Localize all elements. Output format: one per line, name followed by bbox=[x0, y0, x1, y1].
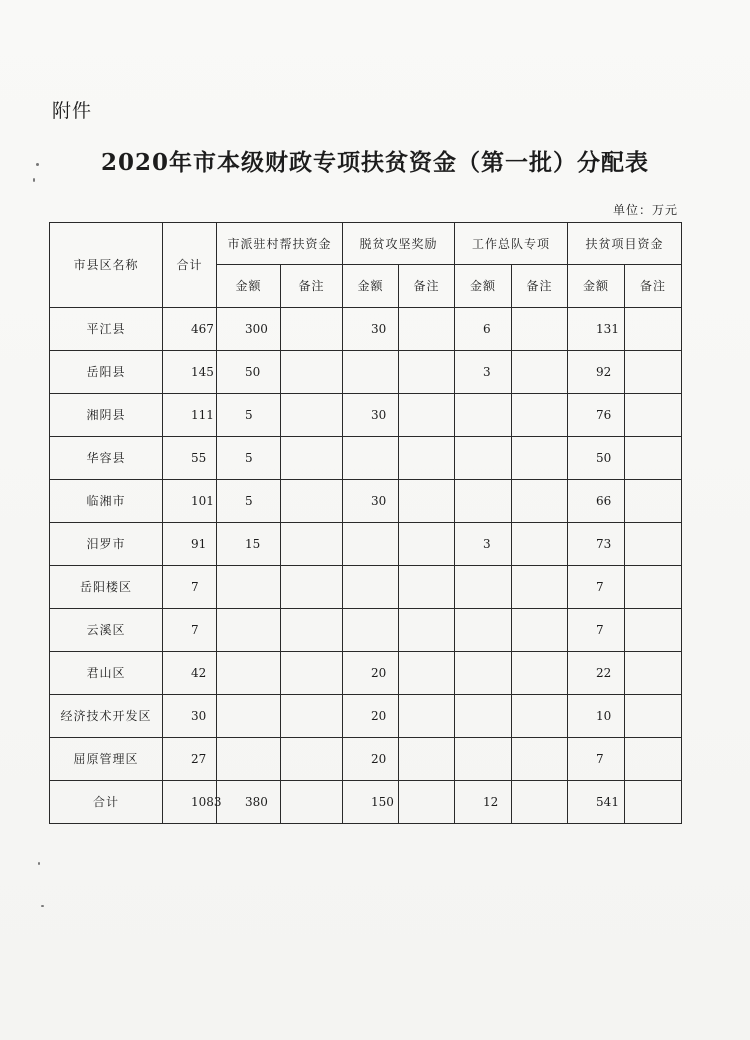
cell-region: 君山区 bbox=[50, 652, 163, 695]
cell-reward-amount: 20 bbox=[343, 652, 399, 695]
header-group-3: 工作总队专项 bbox=[455, 223, 568, 265]
cell-village-fund-note bbox=[281, 394, 343, 437]
cell-total: 7 bbox=[163, 566, 217, 609]
cell-project-fund-amount: 7 bbox=[568, 566, 625, 609]
cell-village-fund-note bbox=[281, 695, 343, 738]
cell-reward-note bbox=[399, 308, 455, 351]
cell-village-fund-amount bbox=[217, 738, 281, 781]
cell-region: 汨罗市 bbox=[50, 523, 163, 566]
header-group-2: 脱贫攻坚奖励 bbox=[343, 223, 455, 265]
header-note: 备注 bbox=[399, 265, 455, 308]
cell-reward-note bbox=[399, 480, 455, 523]
cell-task-force-note bbox=[512, 351, 568, 394]
cell-village-fund-amount: 5 bbox=[217, 437, 281, 480]
header-group-4: 扶贫项目资金 bbox=[568, 223, 682, 265]
cell-project-fund-note bbox=[625, 480, 682, 523]
document-title: 2020年市本级财政专项扶贫资金（第一批）分配表 bbox=[100, 149, 649, 176]
cell-region: 岳阳县 bbox=[50, 351, 163, 394]
header-amount: 金额 bbox=[568, 265, 625, 308]
header-amount: 金额 bbox=[217, 265, 281, 308]
cell-project-fund-amount: 131 bbox=[568, 308, 625, 351]
cell-village-fund-note bbox=[281, 308, 343, 351]
cell-region: 岳阳楼区 bbox=[50, 566, 163, 609]
cell-task-force-amount bbox=[455, 566, 512, 609]
cell-task-force-note bbox=[512, 695, 568, 738]
cell-region: 经济技术开发区 bbox=[50, 695, 163, 738]
cell-task-force-amount bbox=[455, 394, 512, 437]
cell-region: 华容县 bbox=[50, 437, 163, 480]
table-row bbox=[50, 609, 682, 652]
cell-village-fund-note bbox=[281, 480, 343, 523]
allocation-table bbox=[49, 222, 682, 824]
cell-reward-amount: 30 bbox=[343, 394, 399, 437]
cell-reward-amount bbox=[343, 351, 399, 394]
cell-task-force-note bbox=[512, 437, 568, 480]
cell-region: 云溪区 bbox=[50, 609, 163, 652]
cell-reward-note bbox=[399, 523, 455, 566]
table-row bbox=[50, 437, 682, 480]
cell-project-fund-amount: 541 bbox=[568, 781, 625, 824]
cell-task-force-amount: 6 bbox=[455, 308, 512, 351]
table-row bbox=[50, 738, 682, 781]
cell-task-force-amount: 3 bbox=[455, 523, 512, 566]
cell-task-force-note bbox=[512, 652, 568, 695]
cell-reward-amount bbox=[343, 523, 399, 566]
cell-village-fund-amount bbox=[217, 566, 281, 609]
cell-village-fund-note bbox=[281, 738, 343, 781]
cell-task-force-note bbox=[512, 738, 568, 781]
cell-project-fund-note bbox=[625, 566, 682, 609]
cell-project-fund-note bbox=[625, 695, 682, 738]
cell-total: 55 bbox=[163, 437, 217, 480]
cell-reward-amount: 150 bbox=[343, 781, 399, 824]
header-total: 合计 bbox=[163, 223, 217, 308]
cell-project-fund-note bbox=[625, 351, 682, 394]
cell-village-fund-note bbox=[281, 609, 343, 652]
table-row bbox=[50, 480, 682, 523]
cell-task-force-amount bbox=[455, 609, 512, 652]
cell-village-fund-amount: 15 bbox=[217, 523, 281, 566]
cell-project-fund-note bbox=[625, 609, 682, 652]
cell-village-fund-amount bbox=[217, 695, 281, 738]
cell-reward-amount bbox=[343, 566, 399, 609]
cell-village-fund-note bbox=[281, 566, 343, 609]
cell-village-fund-note bbox=[281, 523, 343, 566]
header-amount: 金额 bbox=[455, 265, 512, 308]
cell-project-fund-amount: 76 bbox=[568, 394, 625, 437]
cell-project-fund-amount: 10 bbox=[568, 695, 625, 738]
cell-village-fund-amount bbox=[217, 609, 281, 652]
scan-speck bbox=[41, 905, 44, 907]
cell-task-force-note bbox=[512, 523, 568, 566]
cell-project-fund-amount: 73 bbox=[568, 523, 625, 566]
header-note: 备注 bbox=[625, 265, 682, 308]
cell-reward-note bbox=[399, 781, 455, 824]
cell-project-fund-amount: 66 bbox=[568, 480, 625, 523]
cell-task-force-amount bbox=[455, 738, 512, 781]
table-row bbox=[50, 351, 682, 394]
table-row bbox=[50, 394, 682, 437]
cell-region: 合计 bbox=[50, 781, 163, 824]
table-row bbox=[50, 652, 682, 695]
cell-total: 145 bbox=[163, 351, 217, 394]
cell-reward-amount: 20 bbox=[343, 738, 399, 781]
cell-reward-note bbox=[399, 652, 455, 695]
cell-village-fund-note bbox=[281, 437, 343, 480]
cell-reward-note bbox=[399, 695, 455, 738]
cell-project-fund-note bbox=[625, 738, 682, 781]
table-row bbox=[50, 308, 682, 351]
cell-village-fund-amount bbox=[217, 652, 281, 695]
header-region: 市县区名称 bbox=[50, 223, 163, 308]
cell-task-force-amount: 12 bbox=[455, 781, 512, 824]
cell-project-fund-note bbox=[625, 781, 682, 824]
cell-task-force-note bbox=[512, 480, 568, 523]
cell-project-fund-note bbox=[625, 523, 682, 566]
cell-task-force-amount bbox=[455, 437, 512, 480]
cell-village-fund-amount: 5 bbox=[217, 394, 281, 437]
cell-reward-amount: 20 bbox=[343, 695, 399, 738]
cell-reward-amount: 30 bbox=[343, 480, 399, 523]
cell-reward-note bbox=[399, 437, 455, 480]
cell-project-fund-amount: 92 bbox=[568, 351, 625, 394]
cell-project-fund-amount: 7 bbox=[568, 609, 625, 652]
cell-reward-note bbox=[399, 738, 455, 781]
cell-project-fund-amount: 7 bbox=[568, 738, 625, 781]
cell-total: 111 bbox=[163, 394, 217, 437]
table-body bbox=[50, 308, 682, 824]
cell-region: 平江县 bbox=[50, 308, 163, 351]
cell-task-force-amount bbox=[455, 695, 512, 738]
cell-total: 1083 bbox=[163, 781, 217, 824]
cell-project-fund-amount: 50 bbox=[568, 437, 625, 480]
cell-reward-note bbox=[399, 351, 455, 394]
table-row bbox=[50, 566, 682, 609]
cell-village-fund-note bbox=[281, 652, 343, 695]
cell-village-fund-amount: 380 bbox=[217, 781, 281, 824]
unit-label: 单位：万元 bbox=[612, 203, 678, 217]
cell-task-force-note bbox=[512, 781, 568, 824]
header-amount: 金额 bbox=[343, 265, 399, 308]
table-row bbox=[50, 781, 682, 824]
cell-total: 30 bbox=[163, 695, 217, 738]
cell-project-fund-note bbox=[625, 394, 682, 437]
cell-task-force-note bbox=[512, 566, 568, 609]
cell-task-force-note bbox=[512, 308, 568, 351]
cell-task-force-amount bbox=[455, 480, 512, 523]
cell-project-fund-note bbox=[625, 652, 682, 695]
cell-village-fund-amount: 50 bbox=[217, 351, 281, 394]
cell-village-fund-note bbox=[281, 781, 343, 824]
cell-reward-amount bbox=[343, 609, 399, 652]
cell-task-force-amount bbox=[455, 652, 512, 695]
scan-speck bbox=[33, 178, 35, 182]
cell-total: 91 bbox=[163, 523, 217, 566]
cell-reward-amount bbox=[343, 437, 399, 480]
cell-total: 467 bbox=[163, 308, 217, 351]
cell-region: 屈原管理区 bbox=[50, 738, 163, 781]
header-group-1: 市派驻村帮扶资金 bbox=[217, 223, 343, 265]
cell-region: 临湘市 bbox=[50, 480, 163, 523]
scan-speck bbox=[36, 163, 39, 166]
attachment-label: 附件 bbox=[52, 100, 93, 122]
cell-reward-note bbox=[399, 566, 455, 609]
cell-total: 7 bbox=[163, 609, 217, 652]
cell-task-force-note bbox=[512, 609, 568, 652]
cell-project-fund-note bbox=[625, 308, 682, 351]
cell-task-force-amount: 3 bbox=[455, 351, 512, 394]
cell-total: 101 bbox=[163, 480, 217, 523]
cell-village-fund-amount: 300 bbox=[217, 308, 281, 351]
cell-total: 42 bbox=[163, 652, 217, 695]
cell-task-force-note bbox=[512, 394, 568, 437]
cell-reward-amount: 30 bbox=[343, 308, 399, 351]
cell-village-fund-amount: 5 bbox=[217, 480, 281, 523]
header-note: 备注 bbox=[281, 265, 343, 308]
cell-project-fund-note bbox=[625, 437, 682, 480]
cell-region: 湘阴县 bbox=[50, 394, 163, 437]
cell-reward-note bbox=[399, 394, 455, 437]
header-note: 备注 bbox=[512, 265, 568, 308]
table-row bbox=[50, 523, 682, 566]
table-row bbox=[50, 695, 682, 738]
cell-village-fund-note bbox=[281, 351, 343, 394]
cell-reward-note bbox=[399, 609, 455, 652]
scan-speck bbox=[38, 862, 40, 865]
cell-project-fund-amount: 22 bbox=[568, 652, 625, 695]
cell-total: 27 bbox=[163, 738, 217, 781]
